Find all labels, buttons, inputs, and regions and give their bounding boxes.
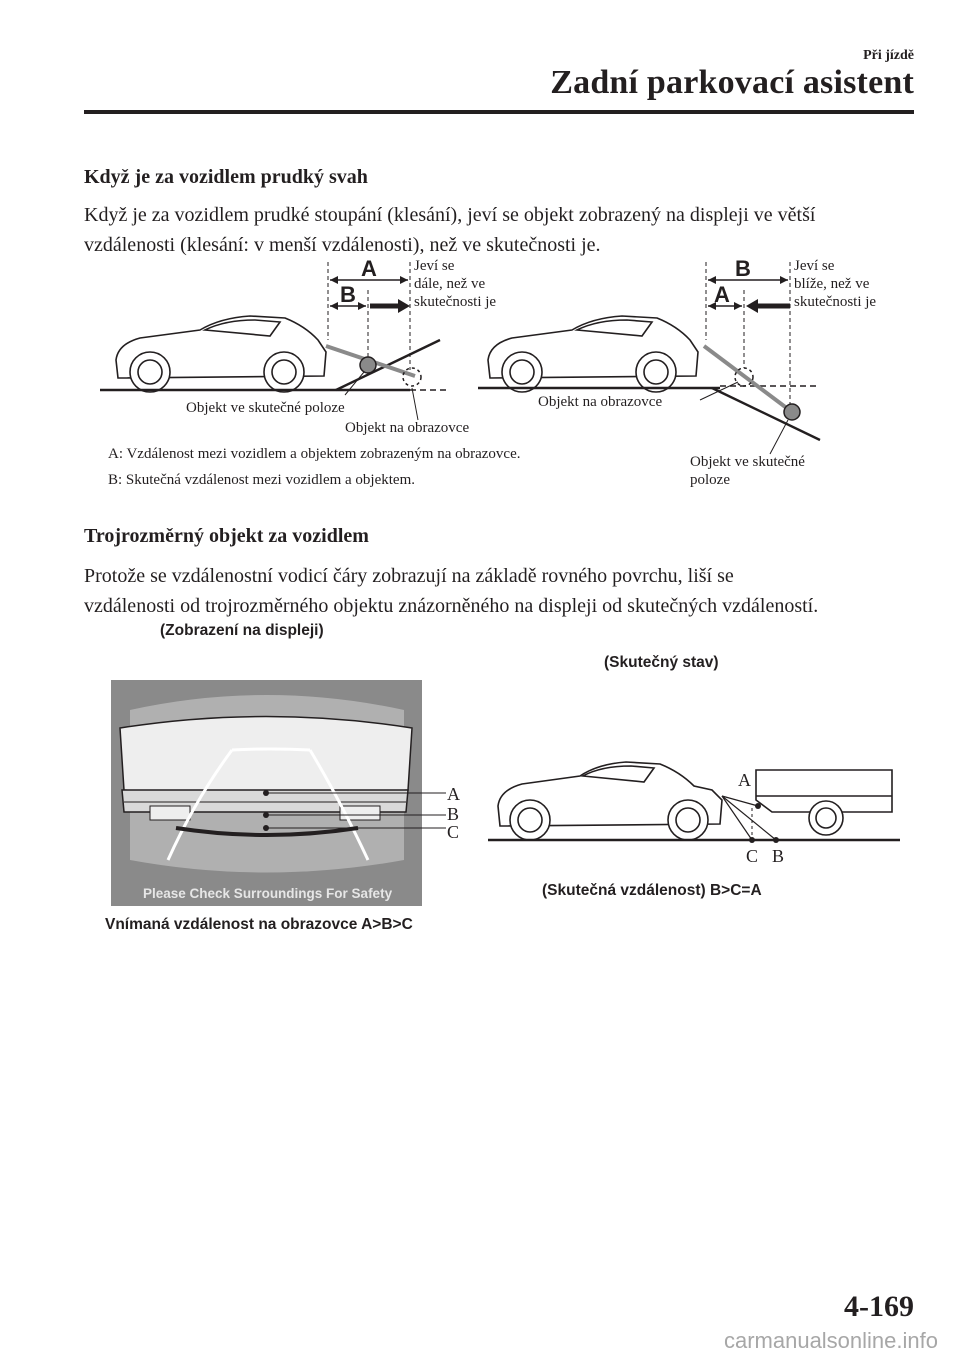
section2-paragraph-line-2: vzdálenosti od trojrozměrného objektu znázorněného na displeji od skutečných vzdáleností. [84,595,819,617]
label-b-right: B [735,256,751,281]
legend-a: A: Vzdálenost mezi vozidlem a objektem zobrazeným na obrazovce. [108,446,521,462]
label-a-left: A [361,256,377,281]
chapter-label: Při jízdě [863,48,914,63]
section2-paragraph-line-1: Protože se vzdálenostní vodicí čáry zobrazují na základě rovného povrchu, liší se [84,565,734,587]
screen-safety-text: Please Check Surroundings For Safety [143,886,393,901]
note-left-line-1: Jeví se [414,258,455,274]
trailer-icon [756,770,892,835]
section1-heading: Když je za vozidlem prudký svah [84,166,368,188]
callout-screen-left: Objekt na obrazovce [345,420,470,436]
section1-paragraph-line-1: Když je za vozidlem prudké stoupání (klesání), jeví se objekt zobrazený na displeji ve větší [84,204,816,226]
marker-a-display: A [447,784,460,804]
marker-c-actual: C [746,846,759,866]
callout-screen-right: Objekt na obrazovce [538,394,663,410]
actual-caption-top: (Skutečný stav) [604,654,719,671]
footer-watermark: carmanualsonline.info [723,1328,938,1353]
marker-c-display: C [447,822,460,842]
note-left-line-2: dále, než ve [414,276,486,292]
page-title: Zadní parkovací asistent [550,64,914,101]
actual-caption-bottom: (Skutečná vzdálenost) B>C=A [542,882,762,899]
marker-b-display: B [447,804,460,824]
note-right-line-3: skutečnosti je [794,294,877,310]
callout-actual-left: Objekt ve skutečné poloze [186,400,345,416]
label-b-left: B [340,282,356,307]
section1-paragraph-line-2: vzdálenosti (klesání: v menší vzdálenosti), než ve skutečnosti je. [84,234,601,256]
note-left-line-3: skutečnosti je [414,294,497,310]
section2-heading: Trojrozměrný objekt za vozidlem [84,525,369,547]
callout-actual-right-line-2: poloze [690,472,730,488]
page-number: 4-169 [844,1290,914,1323]
callout-actual-right-line-1: Objekt ve skutečné [690,454,805,470]
note-right-line-1: Jeví se [794,258,835,274]
marker-a-actual: A [738,770,751,790]
legend-b: B: Skutečná vzdálenost mezi vozidlem a objektem. [108,472,415,488]
car-actual-icon [498,762,722,840]
note-right-line-2: blíže, než ve [794,276,870,292]
label-a-right: A [714,282,730,307]
marker-b-actual: B [772,846,785,866]
display-caption-top: (Zobrazení na displeji) [160,622,324,639]
display-caption-bottom: Vnímaná vzdálenost na obrazovce A>B>C [105,916,413,933]
